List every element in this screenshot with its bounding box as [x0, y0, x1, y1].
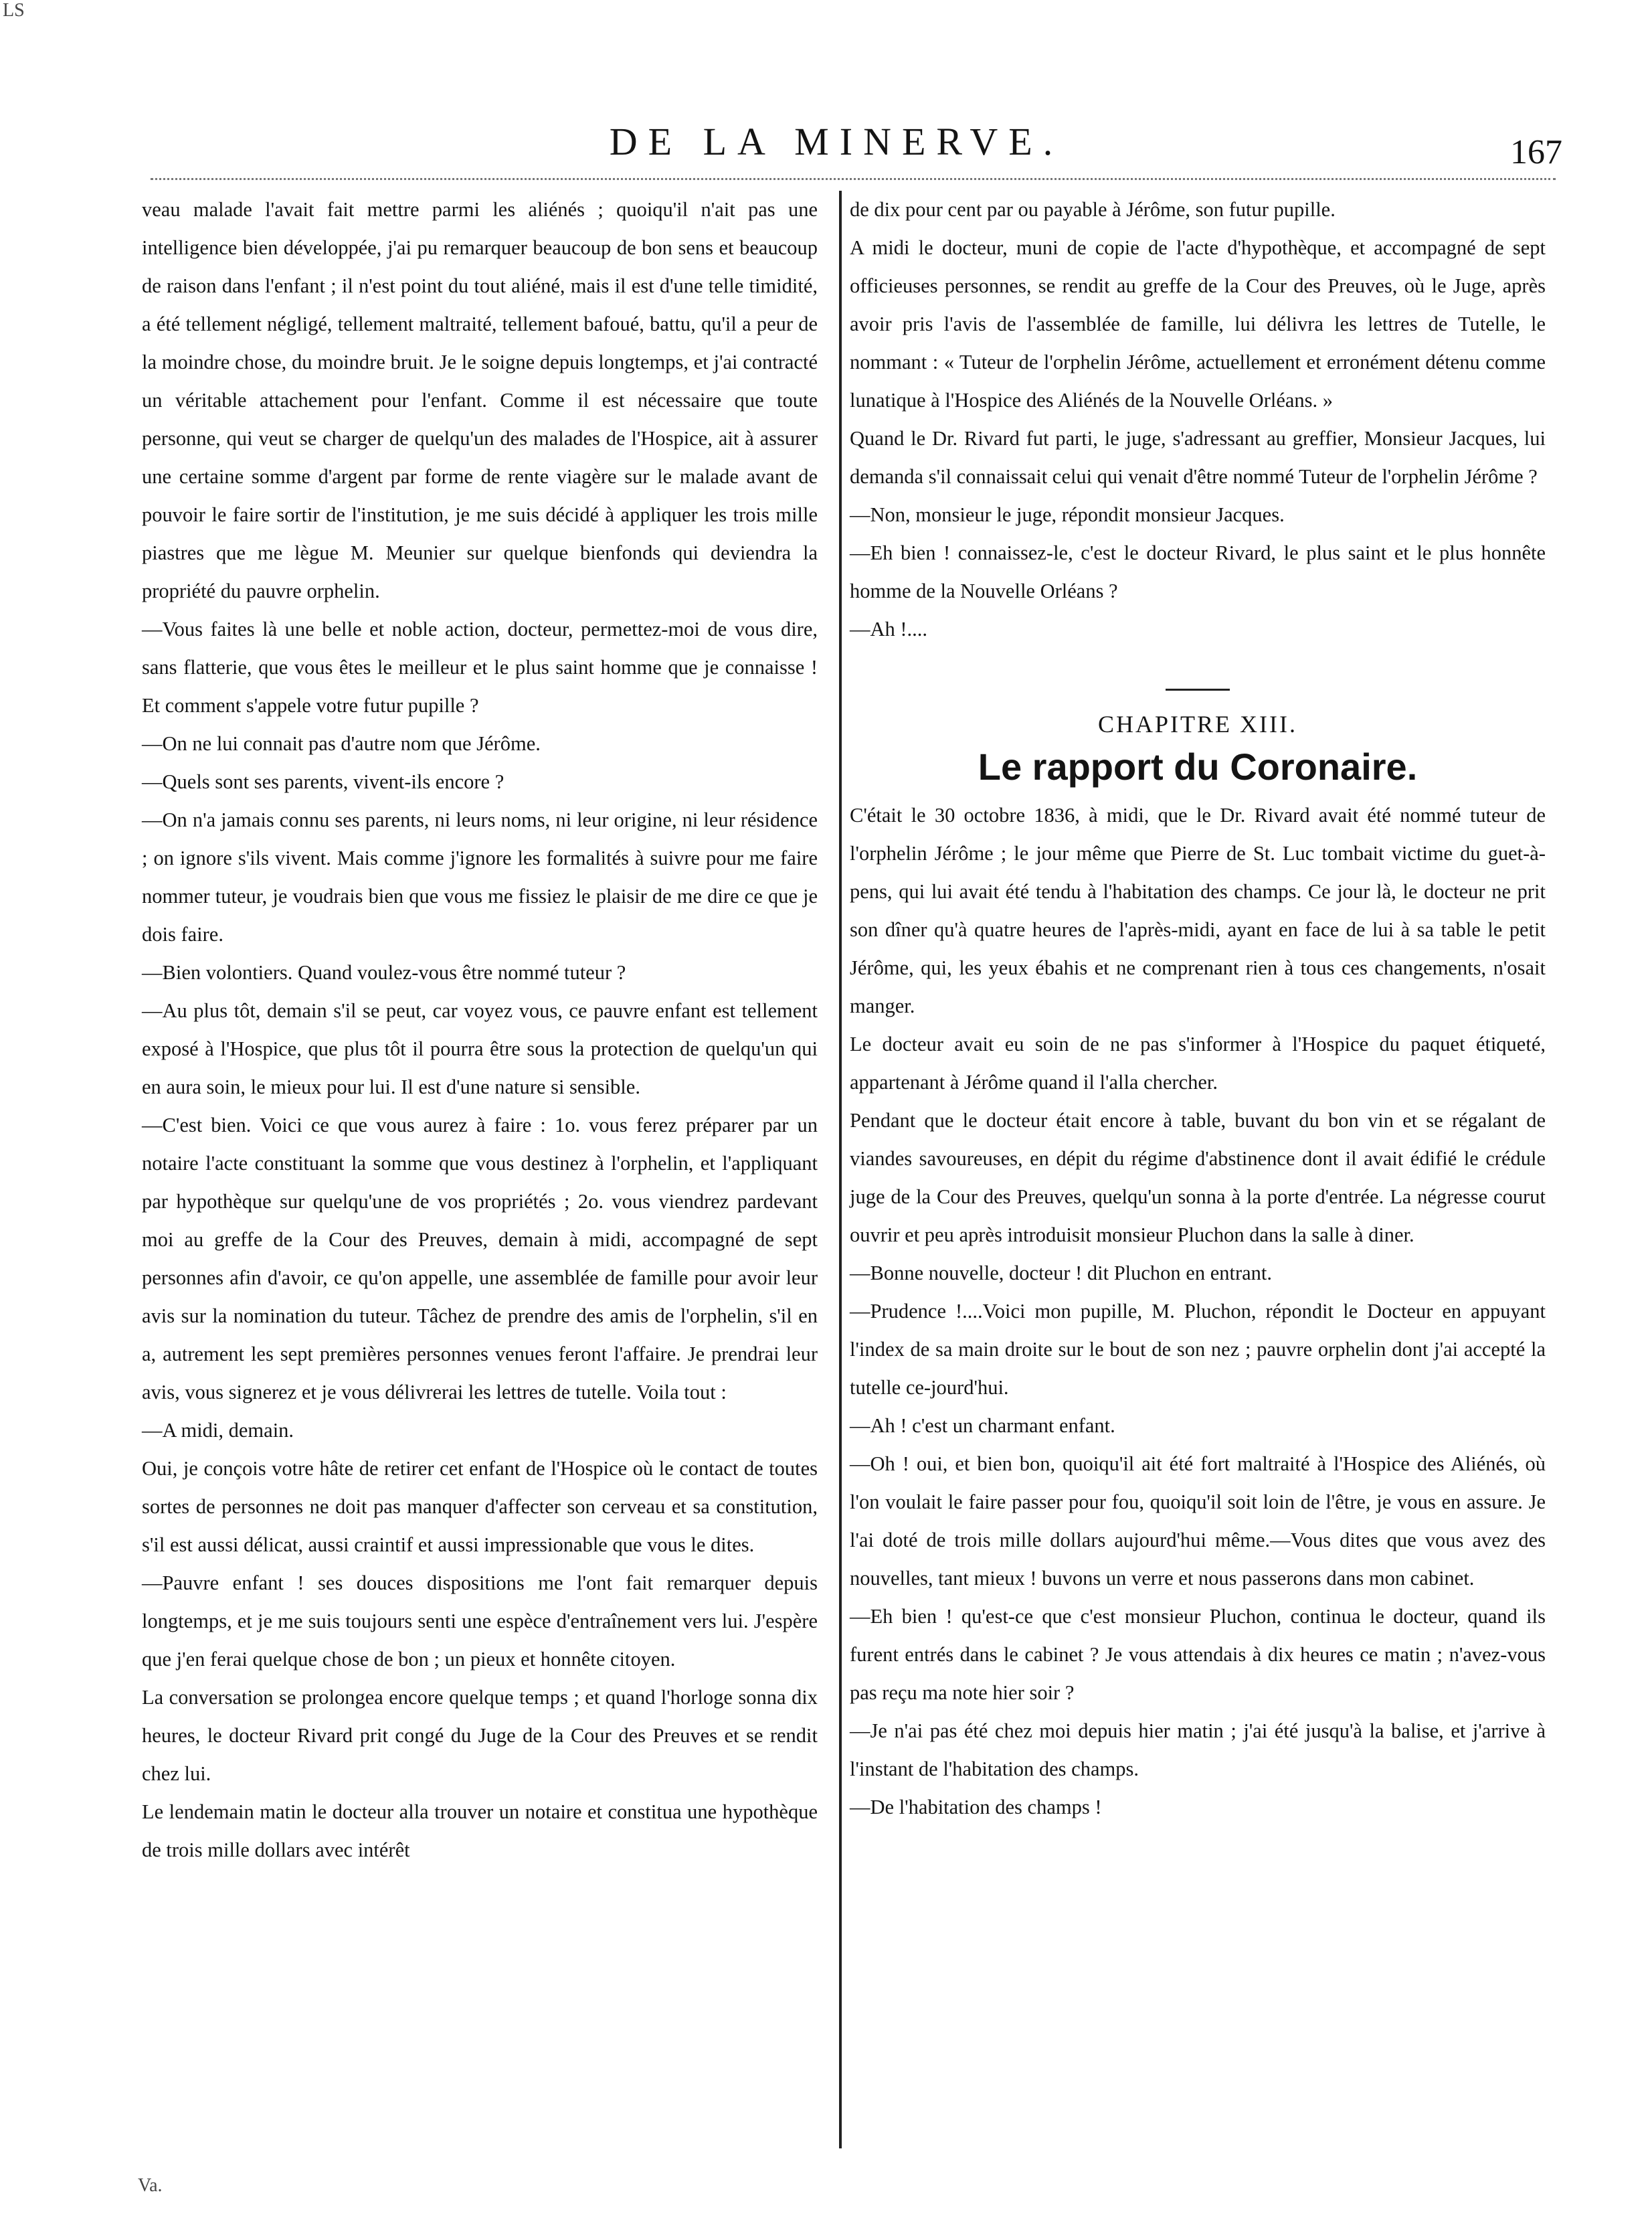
- paragraph: La conversation se prolongea encore quelque temps ; et quand l'horloge sonna dix heures, le docteur Rivard prit congé du Juge de la Cour des Preuves et se rendit chez lui.: [142, 1686, 818, 1785]
- paragraph: C'était le 30 octobre 1836, à midi, que le Dr. Rivard avait été nommé tuteur de l'orphelin Jérôme ; le jour même que Pierre de St. Luc tombait victime du guet-à-pens, qui lui avait été tendu à l'habitation des champs. Ce jour là, le docteur ne prit son dîner qu'à quatre heures de l'après-midi, ayant en face de lui à sa table le petit Jérôme, qui, les yeux ébahis et ne comprenant rien à tous ces changements, n'osait manger.: [850, 804, 1546, 1017]
- paragraph: —Au plus tôt, demain s'il se peut, car voyez vous, ce pauvre enfant est tellement exposé à l'Hospice, que plus tôt il pourra être sous la protection de quelqu'un qui en aura soin, le mieux pour lui. Il est d'une nature si sensible.: [142, 999, 818, 1098]
- paragraph: —Pauvre enfant ! ses douces dispositions me l'ont fait remarquer depuis longtemps, et je me suis toujours senti une espèce d'entraînement vers lui. J'espère que j'en ferai quelque chose de bon ; un pieux et honnête citoyen.: [142, 1571, 818, 1671]
- paragraph: —Eh bien ! qu'est-ce que c'est monsieur Pluchon, continua le docteur, quand ils furent entrés dans le cabinet ? Je vous attendais à dix heures ce matin ; n'avez-vous pas reçu ma note hier soir ?: [850, 1605, 1546, 1704]
- right-column: [850, 191, 1546, 1826]
- paragraph: de dix pour cent par ou payable à Jérôme, son futur pupille.: [850, 198, 1336, 221]
- paragraph: —Bonne nouvelle, docteur ! dit Pluchon en entrant.: [850, 1262, 1273, 1284]
- paragraph: Le docteur avait eu soin de ne pas s'informer à l'Hospice du paquet étiqueté, appartenant à Jérôme quand il l'alla chercher.: [850, 1033, 1546, 1094]
- paragraph: Pendant que le docteur était encore à table, buvant du bon vin et se régalant de viandes savoureuses, en dépit du régime d'abstinence dont il avait édifié le crédule juge de la Cour des Preuves, quelqu'un sonna à la porte d'entrée. La négresse courut ouvrir et peu après introduisit monsieur Pluchon dans la salle à diner.: [850, 1109, 1546, 1246]
- paragraph: —De l'habitation des champs !: [850, 1796, 1102, 1818]
- paragraph: —C'est bien. Voici ce que vous aurez à faire : 1o. vous ferez préparer par un notaire l'acte constituant la somme que vous destinez à l'orphelin, et l'appliquant par hypothèque sur quelqu'une de vos propriétés ; 2o. vous viendrez pardevant moi au greffe de la Cour des Preuves, demain à midi, accompagné de sept personnes afin d'avoir, ce qu'on appelle, une assemblée de famille pour avoir leur avis sur la nomination du tuteur. Tâchez de prendre des amis de l'orphelin, s'il en a, autrement les sept premières personnes venues feront l'affaire. Je prendrai leur avis, vous signerez et je vous délivrerai les lettres de tutelle. Voila tout :: [142, 1114, 818, 1403]
- header-rule: [151, 178, 1556, 180]
- paragraph: —Non, monsieur le juge, répondit monsieur Jacques.: [850, 503, 1285, 526]
- paragraph: Oui, je conçois votre hâte de retirer cet enfant de l'Hospice où le contact de toutes sortes de personnes ne doit pas manquer d'affecter son cerveau et sa constitution, s'il est aussi délicat, aussi craintif et aussi impressionable que vous le dites.: [142, 1457, 818, 1556]
- section-rule: [1166, 689, 1230, 691]
- chapter-title: Le rapport du Coronaire.: [978, 746, 1418, 788]
- paragraph: —Ah ! c'est un charmant enfant.: [850, 1414, 1115, 1437]
- paragraph: —Vous faites là une belle et noble action, docteur, permettez-moi de vous dire, sans flatterie, que vous êtes le meilleur et le plus saint homme que je connaisse ! Et comment s'appele votre futur pupille ?: [142, 618, 818, 717]
- paragraph: A midi le docteur, muni de copie de l'acte d'hypothèque, et accompagné de sept officieuses personnes, se rendit au greffe de la Cour des Preuves, où le Juge, après avoir pris l'avis de l'assemblée de famille, lui délivra les lettres de Tutelle, le nommant : « Tuteur de l'orphelin Jérôme, actuellement et erronément détenu comme lunatique à l'Hospice des Aliénés de la Nouvelle Orléans. »: [850, 236, 1546, 412]
- column-divider: [839, 191, 842, 2148]
- paragraph: —On n'a jamais connu ses parents, ni leurs noms, ni leur origine, ni leur résidence ; on ignore s'ils vivent. Mais comme j'ignore les formalités à suivre pour me faire nommer tuteur, je voudrais bien que vous me fissiez le plaisir de me dire ce que je dois faire.: [142, 808, 818, 946]
- chapter-label: CHAPITRE XIII.: [1098, 711, 1297, 738]
- paragraph: Le lendemain matin le docteur alla trouver un notaire et constitua une hypothèque de trois mille dollars avec intérêt: [142, 1800, 818, 1861]
- paragraph: —Bien volontiers. Quand voulez-vous être nommé tuteur ?: [142, 961, 626, 984]
- left-column: [142, 191, 818, 1869]
- margin-mark-top: LS: [3, 0, 25, 21]
- paragraph: —Ah !....: [850, 618, 928, 641]
- margin-mark-bottom: Va.: [138, 2175, 163, 2196]
- paragraph: —Je n'ai pas été chez moi depuis hier matin ; j'ai été jusqu'à la balise, et j'arrive à l'instant de l'habitation des champs.: [850, 1719, 1546, 1780]
- page-number: 167: [1510, 133, 1562, 171]
- paragraph: —Prudence !....Voici mon pupille, M. Pluchon, répondit le Docteur en appuyant l'index de sa main droite sur le bout de son nez ; pauvre orphelin dont j'ai accepté la tutelle ce-jourd'hui.: [850, 1300, 1546, 1399]
- paragraph: —Eh bien ! connaissez-le, c'est le docteur Rivard, le plus saint et le plus honnête homme de la Nouvelle Orléans ?: [850, 541, 1546, 602]
- paragraph: Quand le Dr. Rivard fut parti, le juge, s'adressant au greffier, Monsieur Jacques, lui demanda s'il connaissait celui qui venait d'être nommé Tuteur de l'orphelin Jérôme ?: [850, 427, 1546, 488]
- paragraph: —Oh ! oui, et bien bon, quoiqu'il ait été fort maltraité à l'Hospice des Aliénés, où l'on voulait le faire passer pour fou, quoiqu'il soit loin de l'être, je vous en assure. Je l'ai doté de trois mille dollars aujourd'hui même.—Vous dites que vous avez des nouvelles, tant mieux ! buvons un verre et nous passerons dans mon cabinet.: [850, 1452, 1546, 1590]
- running-header: DE LA MINERVE.: [609, 120, 1064, 163]
- paragraph: —On ne lui connait pas d'autre nom que Jérôme.: [142, 732, 541, 755]
- paragraph: veau malade l'avait fait mettre parmi les aliénés ; quoiqu'il n'ait pas une intelligence bien développée, j'ai pu remarquer beaucoup de bon sens et beaucoup de raison dans l'enfant ; il n'est point du tout aliéné, mais il est d'une telle timidité, a été tellement négligé, tellement maltraité, tellement bafoué, battu, qu'il a peur de la moindre chose, du moindre bruit. Je le soigne depuis longtemps, et j'ai contracté un véritable attachement pour l'enfant. Comme il est nécessaire que toute personne, qui veut se charger de quelqu'un des malades de l'Hospice, ait à assurer une certaine somme d'argent par forme de rente viagère sur le malade avant de pouvoir le faire sortir de l'institution, je me suis décidé à appliquer les trois mille piastres que me lègue M. Meunier sur quelque bienfonds qui deviendra la propriété du pauvre orphelin.: [142, 198, 818, 602]
- paragraph: —A midi, demain.: [142, 1419, 294, 1442]
- paragraph: —Quels sont ses parents, vivent-ils encore ?: [142, 770, 504, 793]
